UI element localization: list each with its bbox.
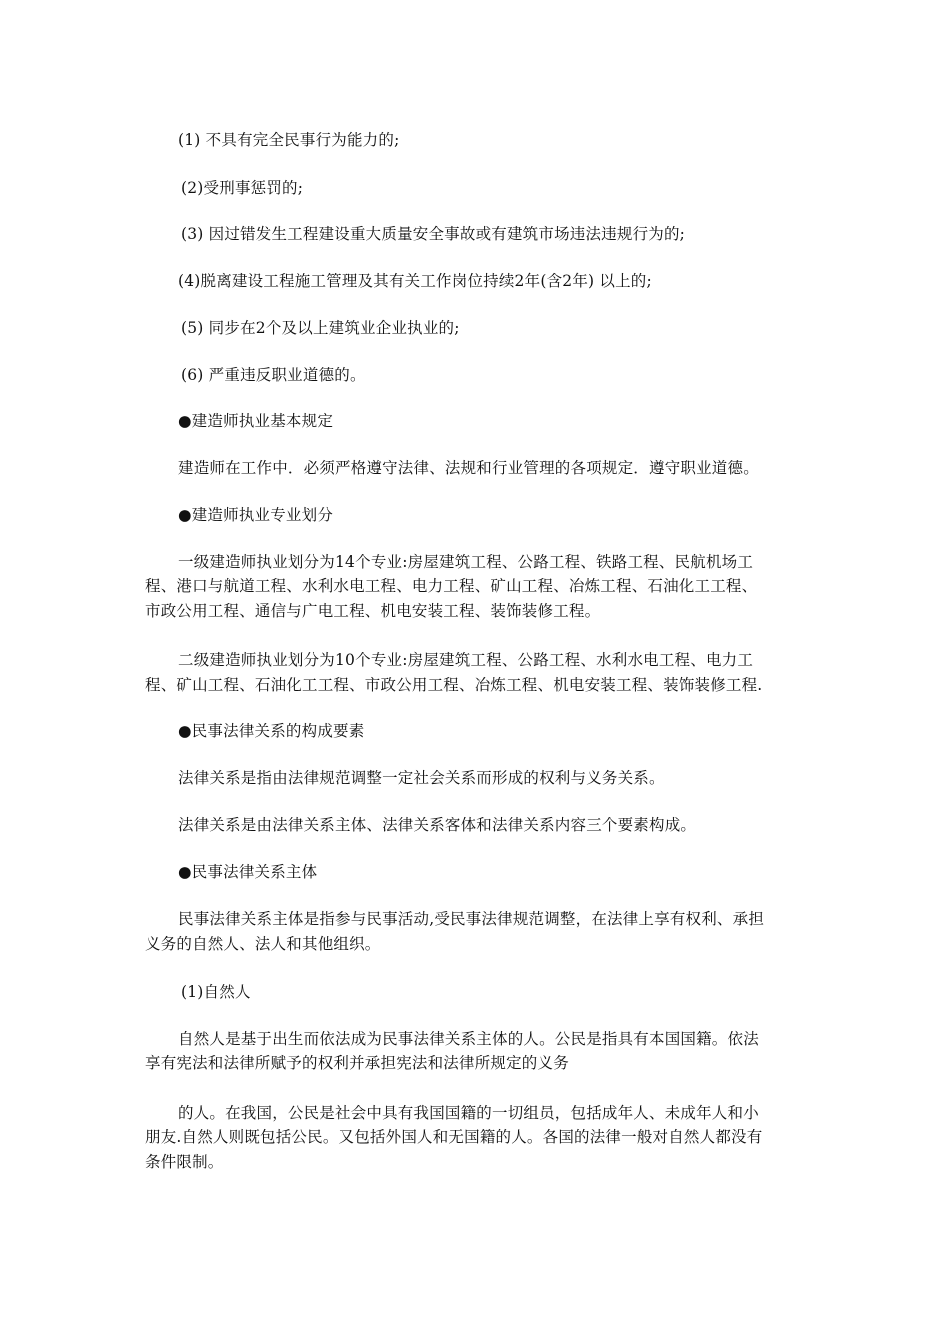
paragraph-line: 的人。在我国，公民是社会中具有我国国籍的一切组员，包括成年人、未成年人和小 <box>178 1104 759 1122</box>
paragraph: 法律关系是指由法律规范调整一定社会关系而形成的权利与义务关系。 <box>178 769 665 787</box>
paragraph-line: 义务的自然人、法人和其他组织。 <box>145 935 381 953</box>
list-item-2: (2)受刑事惩罚的; <box>181 179 304 197</box>
paragraph-line: 享有宪法和法律所赋予的权利并承担宪法和法律所规定的义务 <box>145 1054 569 1072</box>
paragraph-line: 程、港口与航道工程、水利水电工程、电力工程、矿山工程、冶炼工程、石油化工工程、 <box>145 577 758 595</box>
paragraph-line: 二级建造师执业划分为10个专业:房屋建筑工程、公路工程、水利水电工程、电力工 <box>178 651 754 669</box>
paragraph-line: 程、矿山工程、石油化工工程、市政公用工程、冶炼工程、机电安装工程、装饰装修工程. <box>145 676 763 694</box>
section-heading: ●建造师执业基本规定 <box>178 412 334 430</box>
list-item-4: (4)脱离建设工程施工管理及其有关工作岗位持续2年(含2年) 以上的; <box>178 272 652 290</box>
list-item-5: (5) 同步在2个及以上建筑业企业执业的; <box>181 319 460 337</box>
paragraph-line: 市政公用工程、通信与广电工程、机电安装工程、装饰装修工程。 <box>145 602 601 620</box>
paragraph-line: 民事法律关系主体是指参与民事活动,受民事法律规范调整，在法律上享有权利、承担 <box>178 910 765 928</box>
list-item-1: (1) 不具有完全民事行为能力的; <box>178 131 400 149</box>
list-item-6: (6) 严重违反职业道德的。 <box>181 366 366 384</box>
list-item-3: (3) 因过错发生工程建设重大质量安全事故或有建筑市场违法违规行为的; <box>181 225 686 243</box>
section-heading: ●民事法律关系主体 <box>178 863 318 881</box>
paragraph-line: 一级建造师执业划分为14个专业:房屋建筑工程、公路工程、铁路工程、民航机场工 <box>178 553 754 571</box>
paragraph: 法律关系是由法律关系主体、法律关系客体和法律关系内容三个要素构成。 <box>178 816 697 834</box>
paragraph-line: 条件限制。 <box>145 1153 224 1171</box>
sub-heading: (1)自然人 <box>181 983 251 1001</box>
paragraph-line: 朋友.自然人则既包括公民。又包括外国人和无国籍的人。各国的法律一般对自然人都没有 <box>145 1128 763 1146</box>
section-heading: ●建造师执业专业划分 <box>178 506 334 524</box>
section-heading: ●民事法律关系的构成要素 <box>178 722 365 740</box>
paragraph: 建造师在工作中．必须严格遵守法律、法规和行业管理的各项规定．遵守职业道德。 <box>178 459 759 477</box>
paragraph-line: 自然人是基于出生而依法成为民事法律关系主体的人。公民是指具有本国国籍。依法 <box>178 1030 759 1048</box>
